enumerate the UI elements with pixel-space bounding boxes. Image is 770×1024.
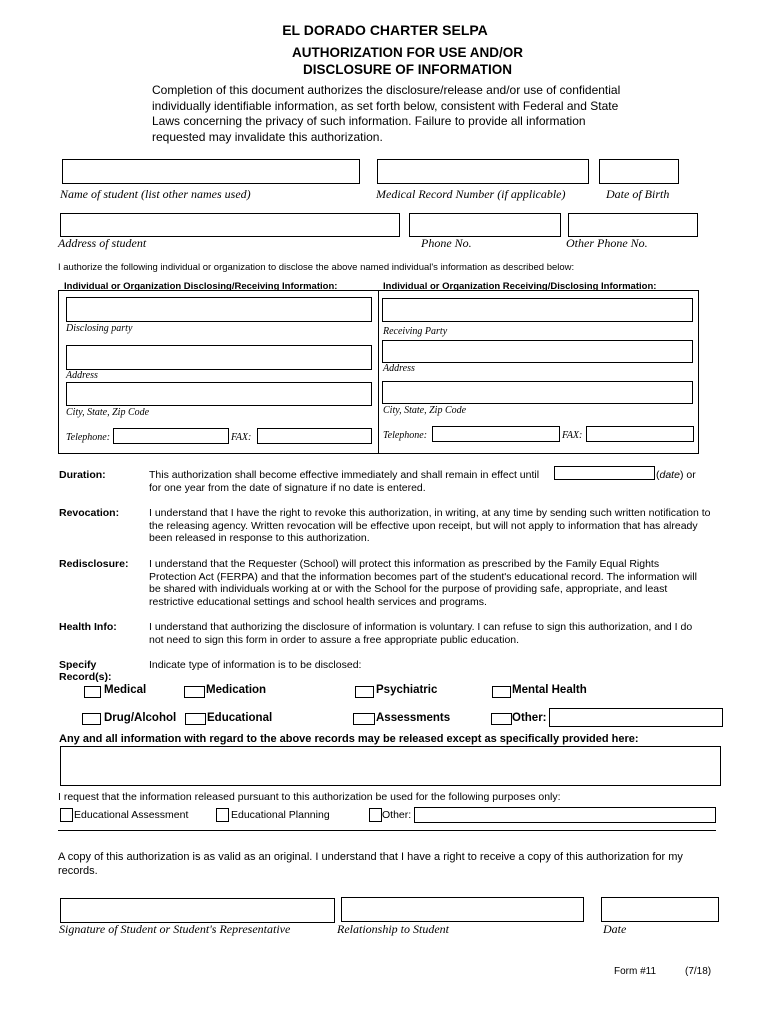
other-purpose-checkbox[interactable]	[369, 808, 382, 822]
other-phone-label: Other Phone No.	[566, 236, 648, 250]
org-name: EL DORADO CHARTER SELPA	[282, 22, 488, 38]
copy-text: A copy of this authorization is as valid as an original. I understand that I have a right to receive a copy of this authorization for my records.	[58, 851, 683, 877]
revocation-label: Revocation:	[59, 507, 120, 519]
assessments-checkbox[interactable]	[353, 713, 375, 725]
other-record-checkbox[interactable]	[491, 713, 512, 725]
disclosing-city-field[interactable]	[66, 382, 372, 406]
mental-health-checkbox[interactable]	[492, 686, 511, 698]
specify-records-label	[59, 659, 112, 683]
specify-label-line2: Record(s):	[59, 671, 112, 683]
dob-label: Date of Birth	[606, 187, 670, 201]
relationship-label: Relationship to Student	[337, 922, 449, 936]
disclosing-address-field[interactable]	[66, 345, 372, 370]
receiving-telephone-field[interactable]	[432, 426, 560, 442]
signature-label: Signature of Student or Student's Representative	[59, 922, 291, 936]
specify-text: Indicate type of information is to be disclosed:	[149, 659, 362, 671]
receiving-fax-field[interactable]	[586, 426, 694, 442]
form-revision: (7/18)	[685, 966, 712, 977]
revocation-text: I understand that I have the right to revoke this authorization, in writing, at any time by sending such written notification to the releasing agency. Written revocation will be effective upon receipt, but will not apply to information that has already been released in response to this authorization.	[149, 507, 711, 544]
duration-or: or	[686, 469, 696, 481]
receiving-party-label: Receiving Party	[383, 326, 448, 337]
duration-text-c: for one year from the date of signature if no date is entered.	[149, 482, 426, 494]
health-info-label: Health Info:	[59, 621, 117, 633]
receiving-address-field[interactable]	[382, 340, 693, 363]
psychiatric-label: Psychiatric	[376, 684, 438, 696]
redisclosure-text: I understand that the Requester (School) will protect this information as prescribed by the Family Equal Rights Protection Act (FERPA) and that the information becomes part of the student's educational record. The information will be shared with individuals working at or with the School for the purpose of providing safe, appropriate, and least restrictive educational settings and school health services and programs.	[149, 558, 697, 608]
educational-planning-label: Educational Planning	[231, 809, 330, 821]
disclosing-fax-label: FAX:	[231, 432, 252, 443]
assessments-label: Assessments	[376, 712, 451, 724]
duration-date-field[interactable]	[554, 466, 655, 480]
medical-record-field[interactable]	[377, 159, 589, 184]
medical-record-label: Medical Record Number (if applicable)	[376, 187, 566, 201]
duration-date-word: date	[659, 469, 680, 481]
receiving-city-label: City, State, Zip Code	[383, 405, 467, 416]
other-purpose-field[interactable]	[414, 807, 716, 823]
disclosing-party-field[interactable]	[66, 297, 372, 322]
intro-text: Completion of this document authorizes the disclosure/release and/or use of confidential individually identifiable information, as set forth below, consistent with Federal and State Laws concerning the privacy of such information. Failure to provide all information requested may invalidate this authorization.	[152, 83, 621, 144]
right-party-header: Individual or Organization Receiving/Disclosing Information:	[383, 281, 657, 292]
other-purpose-label: Other:	[382, 809, 412, 821]
specify-label-line1: Specify	[59, 659, 97, 671]
duration-text-a: This authorization shall become effective immediately and shall remain in effect until	[149, 469, 540, 481]
purpose-underline	[58, 830, 716, 831]
medical-checkbox[interactable]	[84, 686, 101, 698]
signature-date-label: Date	[603, 922, 627, 936]
student-name-field[interactable]	[62, 159, 360, 184]
medication-label: Medication	[206, 684, 267, 696]
disclosing-city-label: City, State, Zip Code	[66, 407, 150, 418]
disclosing-address-label: Address	[66, 370, 98, 381]
drug-alcohol-checkbox[interactable]	[82, 713, 101, 725]
receiving-address-label: Address	[383, 363, 415, 374]
form-number: Form #11	[614, 966, 657, 977]
disclosing-telephone-label: Telephone:	[66, 432, 111, 443]
phone-label: Phone No.	[421, 236, 472, 250]
educational-assessment-checkbox[interactable]	[60, 808, 73, 822]
duration-date-hint: (date) or	[656, 469, 696, 481]
drug-alcohol-label: Drug/Alcohol	[104, 712, 177, 724]
release-exceptions-field[interactable]	[60, 746, 721, 786]
receiving-party-field[interactable]	[382, 298, 693, 322]
medication-checkbox[interactable]	[184, 686, 205, 698]
disclosing-party-label: Disclosing party	[66, 323, 133, 334]
psychiatric-checkbox[interactable]	[355, 686, 374, 698]
duration-label: Duration:	[59, 469, 106, 481]
educational-label: Educational	[207, 712, 273, 724]
student-address-field[interactable]	[60, 213, 400, 237]
student-address-label: Address of student	[58, 236, 147, 250]
parties-divider	[378, 290, 379, 454]
disclosing-telephone-field[interactable]	[113, 428, 229, 444]
receiving-telephone-label: Telephone:	[383, 430, 428, 441]
redisclosure-label: Redisclosure:	[59, 558, 129, 570]
student-name-label: Name of student (list other names used)	[60, 187, 251, 201]
purpose-text: I request that the information released pursuant to this authorization be used for the following purposes only:	[58, 791, 561, 803]
form-title-line1: AUTHORIZATION FOR USE AND/OR	[292, 45, 523, 60]
authorize-text: I authorize the following individual or organization to disclose the above named individual's information as described below:	[58, 262, 575, 273]
health-info-text: I understand that authorizing the disclosure of information is voluntary. I can refuse to sign this authorization, and I do not need to sign this form in order to assure a free appropriate public education.	[149, 621, 693, 646]
signature-date-field[interactable]	[601, 897, 719, 922]
receiving-fax-label: FAX:	[562, 430, 583, 441]
release-text: Any and all information with regard to the above records may be released except as specifically provided here:	[59, 733, 639, 745]
phone-field[interactable]	[409, 213, 561, 237]
educational-checkbox[interactable]	[185, 713, 206, 725]
dob-field[interactable]	[599, 159, 679, 184]
other-record-label: Other:	[512, 712, 547, 724]
relationship-field[interactable]	[341, 897, 584, 922]
other-record-field[interactable]	[549, 708, 723, 727]
disclosing-fax-field[interactable]	[257, 428, 372, 444]
educational-planning-checkbox[interactable]	[216, 808, 229, 822]
medical-label: Medical	[104, 684, 147, 696]
signature-field[interactable]	[60, 898, 335, 923]
form-title-line2: DISCLOSURE OF INFORMATION	[303, 62, 512, 77]
left-party-header: Individual or Organization Disclosing/Receiving Information:	[64, 281, 338, 292]
receiving-city-field[interactable]	[382, 381, 693, 404]
form-title	[0, 44, 770, 78]
other-phone-field[interactable]	[568, 213, 698, 237]
educational-assessment-label: Educational Assessment	[74, 809, 189, 821]
mental-health-label: Mental Health	[512, 684, 587, 696]
